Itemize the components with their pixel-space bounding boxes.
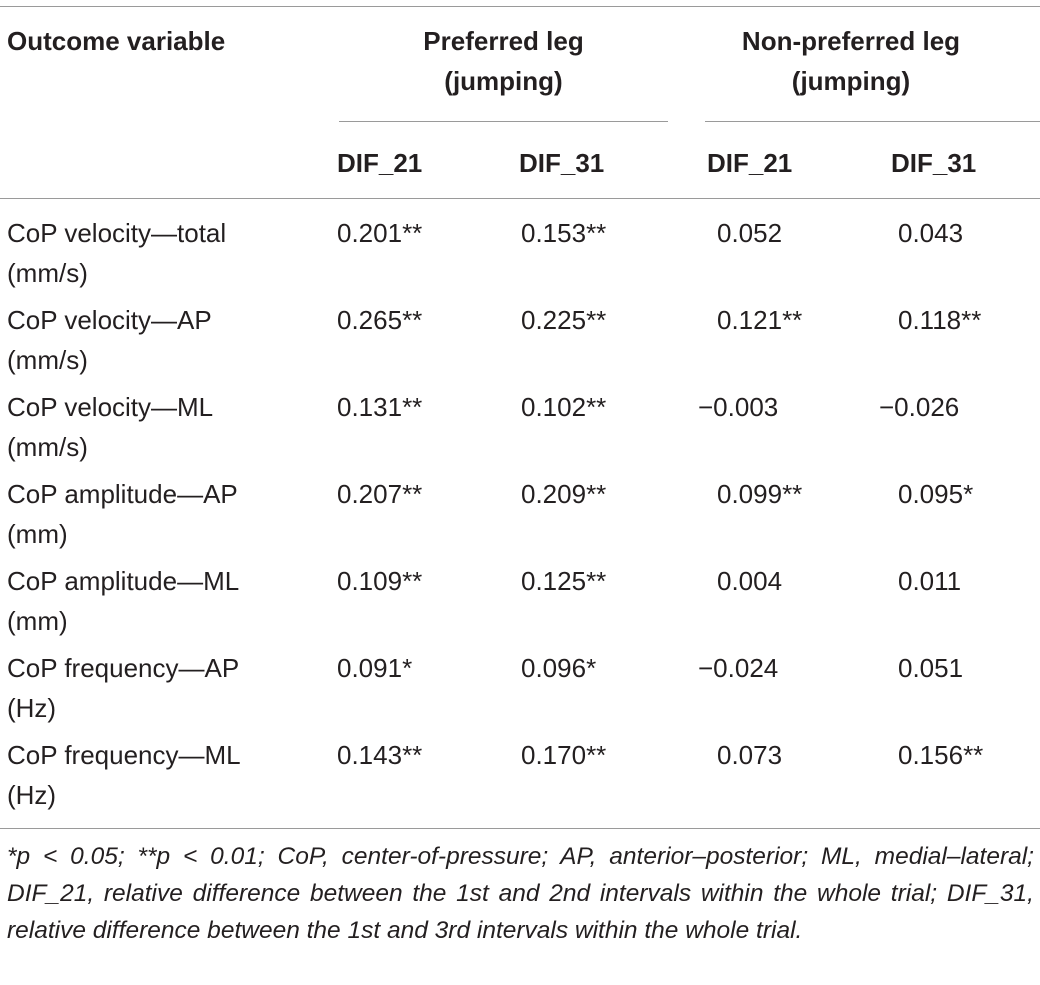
non-preferred-leg-header: [690, 21, 1012, 101]
preferred-leg-subtitle: (jumping): [444, 66, 563, 96]
col-header-nonpref-dif31: DIF_31: [891, 148, 977, 178]
col-header-pref-dif31: DIF_31: [519, 148, 605, 178]
row-label-line2: (Hz): [7, 693, 57, 723]
cell-nonpref-dif31: 0.043: [898, 218, 964, 248]
preferred-leg-title: Preferred leg: [423, 26, 584, 56]
row-label: [7, 561, 239, 641]
row-label-line1: CoP frequency—ML: [7, 740, 241, 770]
cell-nonpref-dif21: 0.052: [717, 218, 783, 248]
cell-pref-dif21: 0.265**: [337, 305, 423, 335]
cell-nonpref-dif21: −0.024: [698, 653, 779, 683]
row-label-line1: CoP velocity—total: [7, 218, 227, 248]
cell-pref-dif31: 0.096*: [521, 653, 597, 683]
cell-pref-dif31: 0.102**: [521, 392, 607, 422]
cell-nonpref-dif31: 0.095*: [898, 479, 974, 509]
row-label: [7, 474, 238, 554]
cell-pref-dif31: 0.125**: [521, 566, 607, 596]
table-footnote: *p < 0.05; **p < 0.01; CoP, center-of-pressure; AP, anterior–posterior; ML, medial–lateral; DIF_21, relative difference between the 1st and 2nd intervals within the whole trial; DIF_31, relative difference between the 1st and 3rd intervals within the whole trial.: [7, 843, 1034, 944]
cell-pref-dif21: 0.091*: [337, 653, 413, 683]
cell-nonpref-dif31: 0.118**: [898, 305, 982, 335]
outcome-variable-header: Outcome variable: [7, 26, 226, 56]
cell-pref-dif21: 0.207**: [337, 479, 423, 509]
cell-pref-dif21: 0.201**: [337, 218, 423, 248]
row-label-line2: (mm): [7, 519, 68, 549]
cell-pref-dif21: 0.109**: [337, 566, 423, 596]
group1-underline: [339, 121, 668, 122]
col-header-nonpref-dif21: DIF_21: [707, 148, 793, 178]
cell-nonpref-dif31: 0.011: [898, 566, 962, 596]
cell-pref-dif31: 0.170**: [521, 740, 607, 770]
row-label-line2: (mm/s): [7, 432, 88, 462]
cell-pref-dif21: 0.143**: [337, 740, 423, 770]
cell-pref-dif21: 0.131**: [337, 392, 423, 422]
cell-pref-dif31: 0.225**: [521, 305, 607, 335]
group2-underline: [705, 121, 1040, 122]
cell-pref-dif31: 0.209**: [521, 479, 607, 509]
row-label: [7, 387, 213, 467]
row-label-line2: (Hz): [7, 780, 57, 810]
preferred-leg-header: [339, 21, 668, 101]
non-preferred-leg-subtitle: (jumping): [791, 66, 911, 96]
cell-nonpref-dif31: 0.051: [898, 653, 964, 683]
cell-nonpref-dif21: −0.003: [698, 392, 779, 422]
top-rule: [0, 6, 1040, 7]
non-preferred-leg-title: Non-preferred leg: [741, 26, 961, 56]
row-label-line1: CoP velocity—ML: [7, 392, 214, 422]
row-label-line1: CoP velocity—AP: [7, 305, 212, 335]
cell-nonpref-dif21: 0.121**: [717, 305, 803, 335]
row-label: [7, 213, 226, 293]
cell-nonpref-dif31: 0.156**: [898, 740, 984, 770]
row-label: [7, 300, 212, 380]
col-header-pref-dif21: DIF_21: [337, 148, 423, 178]
cell-nonpref-dif21: 0.073: [717, 740, 783, 770]
cell-nonpref-dif21: 0.099**: [717, 479, 803, 509]
header-rule: [0, 198, 1040, 199]
row-label-line2: (mm/s): [7, 345, 88, 375]
row-label-line2: (mm/s): [7, 258, 88, 288]
cell-nonpref-dif31: −0.026: [879, 392, 960, 422]
row-label-line1: CoP amplitude—AP: [7, 479, 238, 509]
row-label: [7, 735, 241, 815]
row-label: [7, 648, 239, 728]
footnote-rule: [0, 828, 1040, 829]
cell-nonpref-dif21: 0.004: [717, 566, 783, 596]
row-label-line2: (mm): [7, 606, 68, 636]
row-label-line1: CoP amplitude—ML: [7, 566, 240, 596]
cell-pref-dif31: 0.153**: [521, 218, 607, 248]
row-label-line1: CoP frequency—AP: [7, 653, 240, 683]
